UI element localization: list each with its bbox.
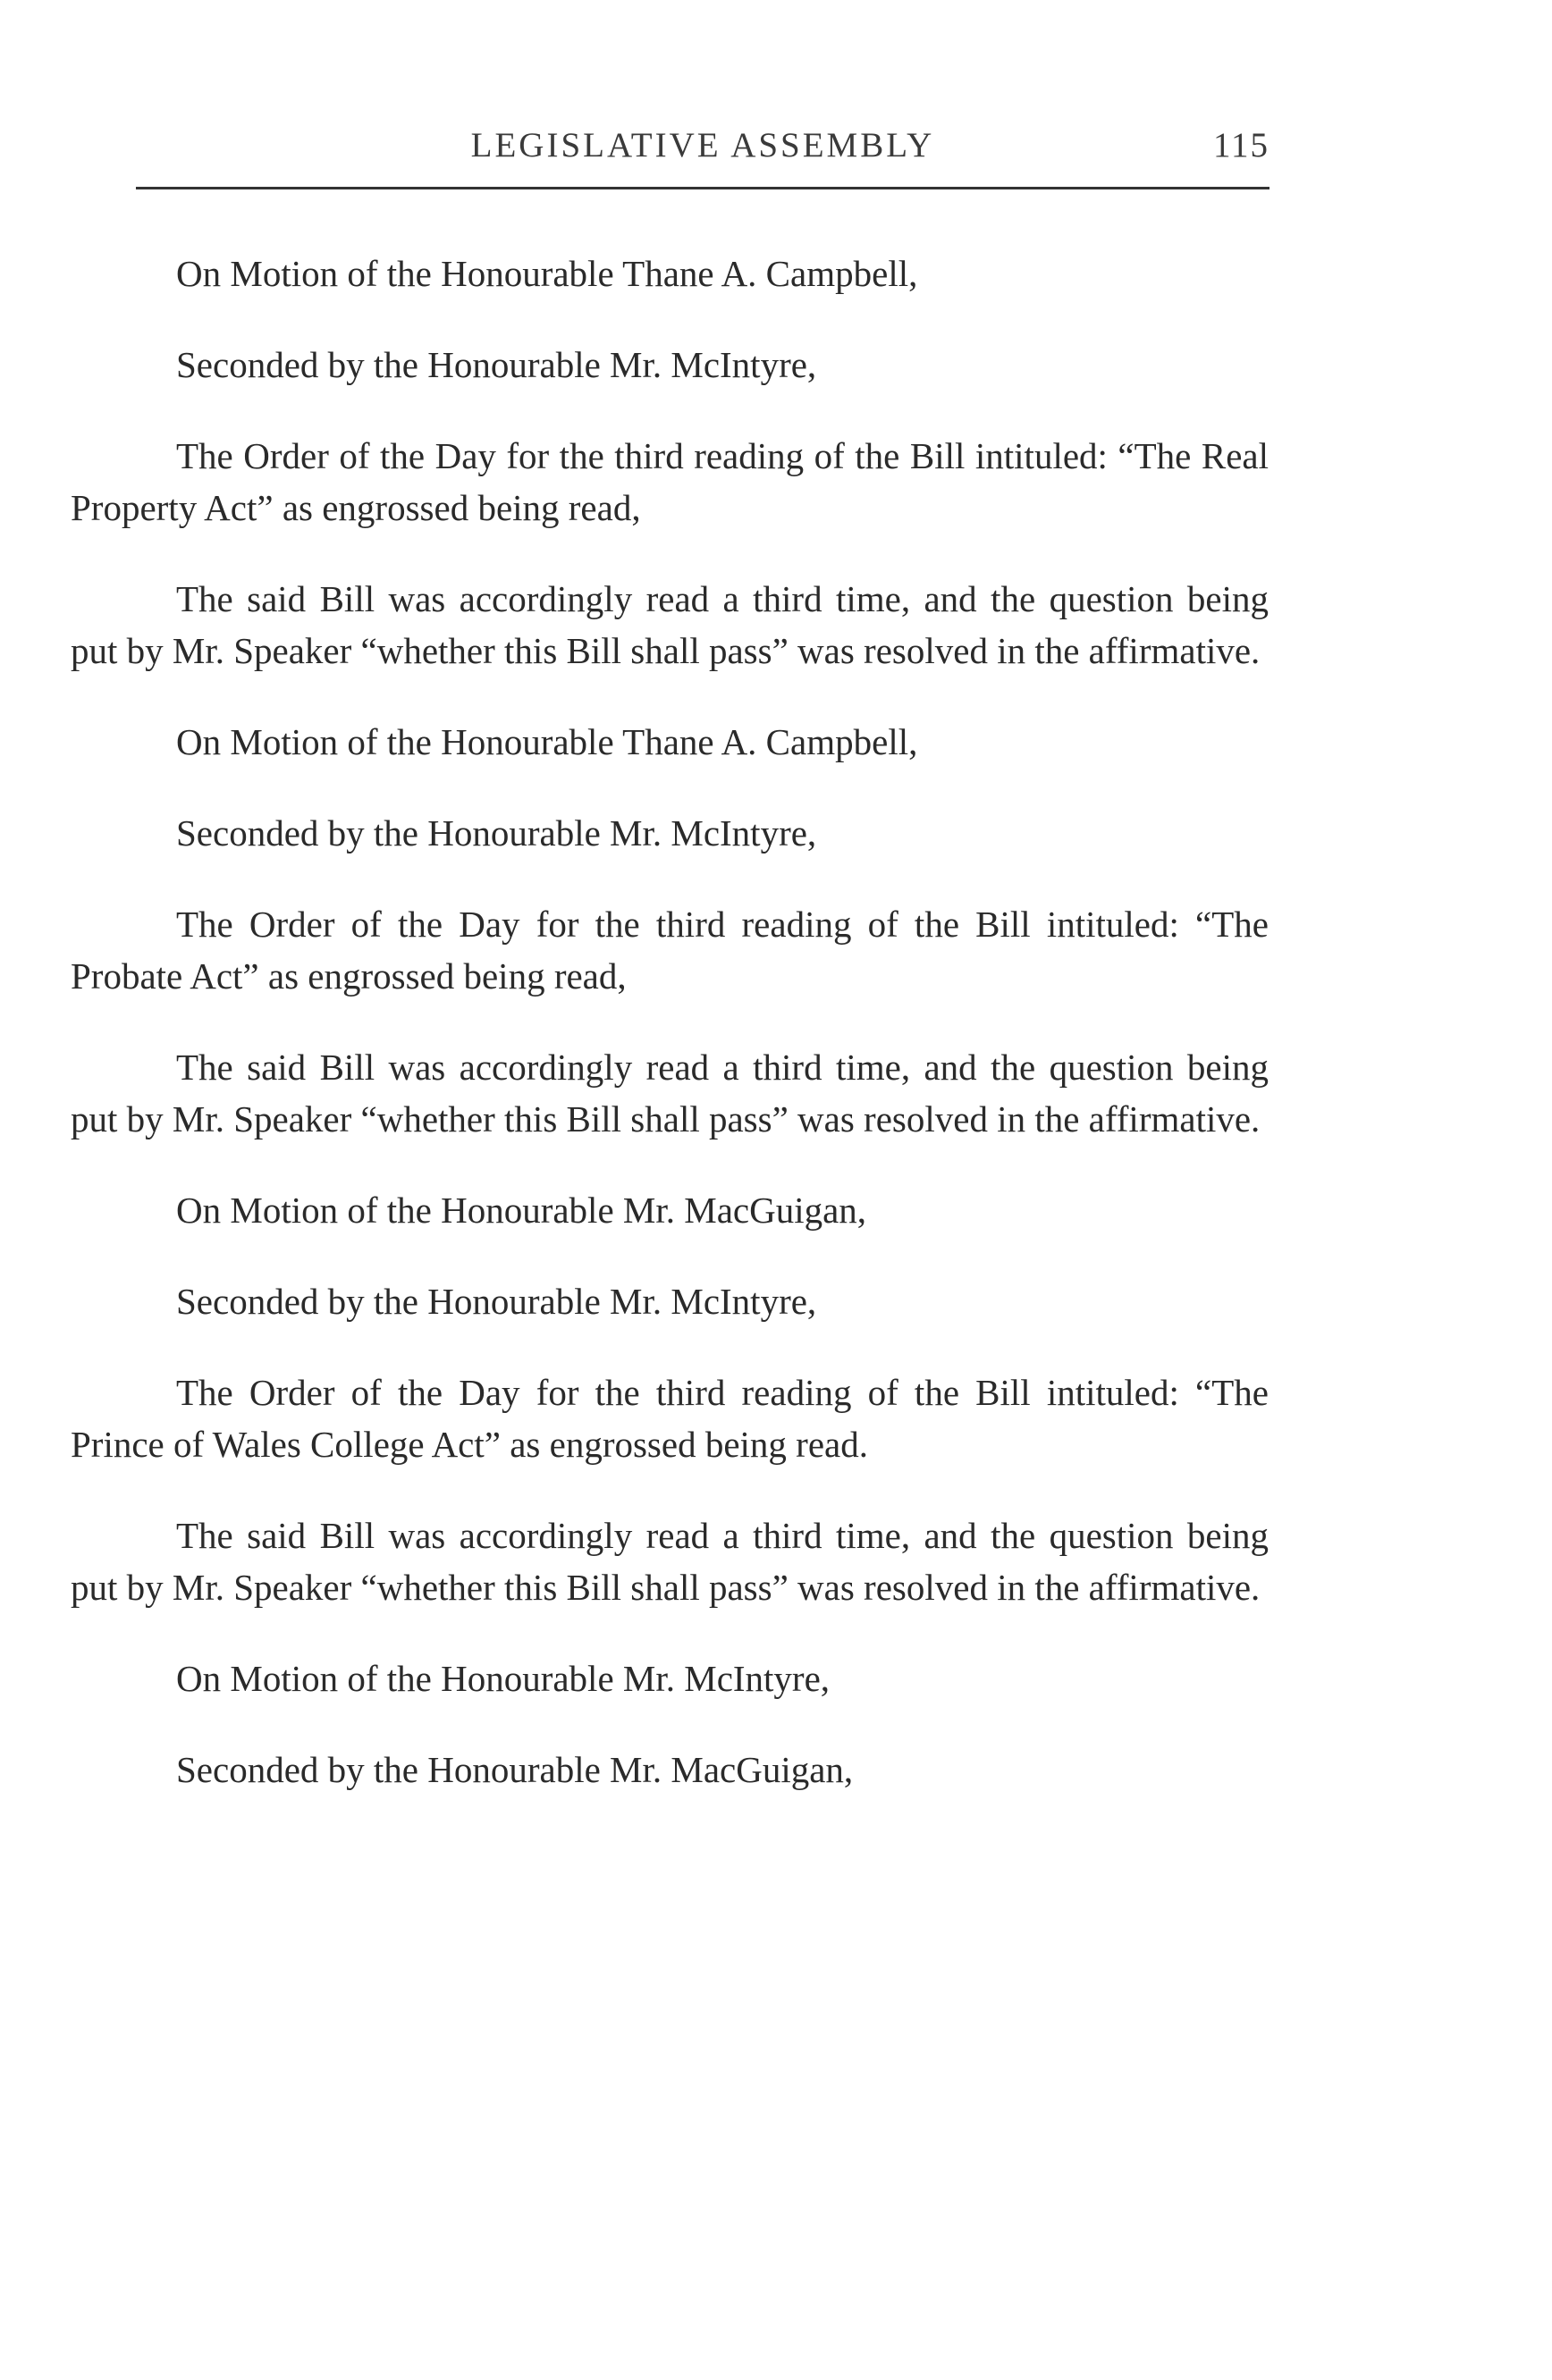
page-header <box>136 125 1269 179</box>
seconded-paragraph: Seconded by the Honourable Mr. MacGuigan, <box>176 1749 854 1790</box>
bill-result-paragraph: The said Bill was accordingly read a third time, and the question being put by Mr. Speaker “whether this Bill shall pass” was resolved in the affirmative. <box>71 1515 1269 1608</box>
order-of-day-paragraph: The Order of the Day for the third reading of the Bill intituled: “The Real Property Act” as engrossed being read, <box>71 435 1269 528</box>
bill-result-paragraph: The said Bill was accordingly read a third time, and the question being put by Mr. Speaker “whether this Bill shall pass” was resolved in the affirmative. <box>71 1047 1269 1140</box>
motion-paragraph: On Motion of the Honourable Mr. MacGuigan, <box>176 1190 867 1231</box>
bill-result-paragraph: The said Bill was accordingly read a third time, and the question being put by Mr. Speaker “whether this Bill shall pass” was resolved in the affirmative. <box>71 578 1269 671</box>
motion-paragraph: On Motion of the Honourable Thane A. Campbell, <box>176 721 918 762</box>
running-head: LEGISLATIVE ASSEMBLY <box>470 126 935 164</box>
seconded-paragraph: Seconded by the Honourable Mr. McIntyre, <box>176 812 817 854</box>
order-of-day-paragraph: The Order of the Day for the third reading of the Bill intituled: “The Probate Act” as engrossed being read, <box>71 904 1269 997</box>
seconded-paragraph: Seconded by the Honourable Mr. McIntyre, <box>176 1281 817 1322</box>
page-number: 115 <box>1212 126 1269 164</box>
seconded-paragraph: Seconded by the Honourable Mr. McIntyre, <box>176 344 817 385</box>
order-of-day-paragraph: The Order of the Day for the third reading of the Bill intituled: “The Prince of Wales College Act” as engrossed being read. <box>71 1372 1269 1465</box>
header-rule <box>136 187 1269 189</box>
body-text <box>71 248 1269 1796</box>
motion-paragraph: On Motion of the Honourable Thane A. Campbell, <box>176 253 918 294</box>
motion-paragraph: On Motion of the Honourable Mr. McIntyre, <box>176 1658 831 1699</box>
